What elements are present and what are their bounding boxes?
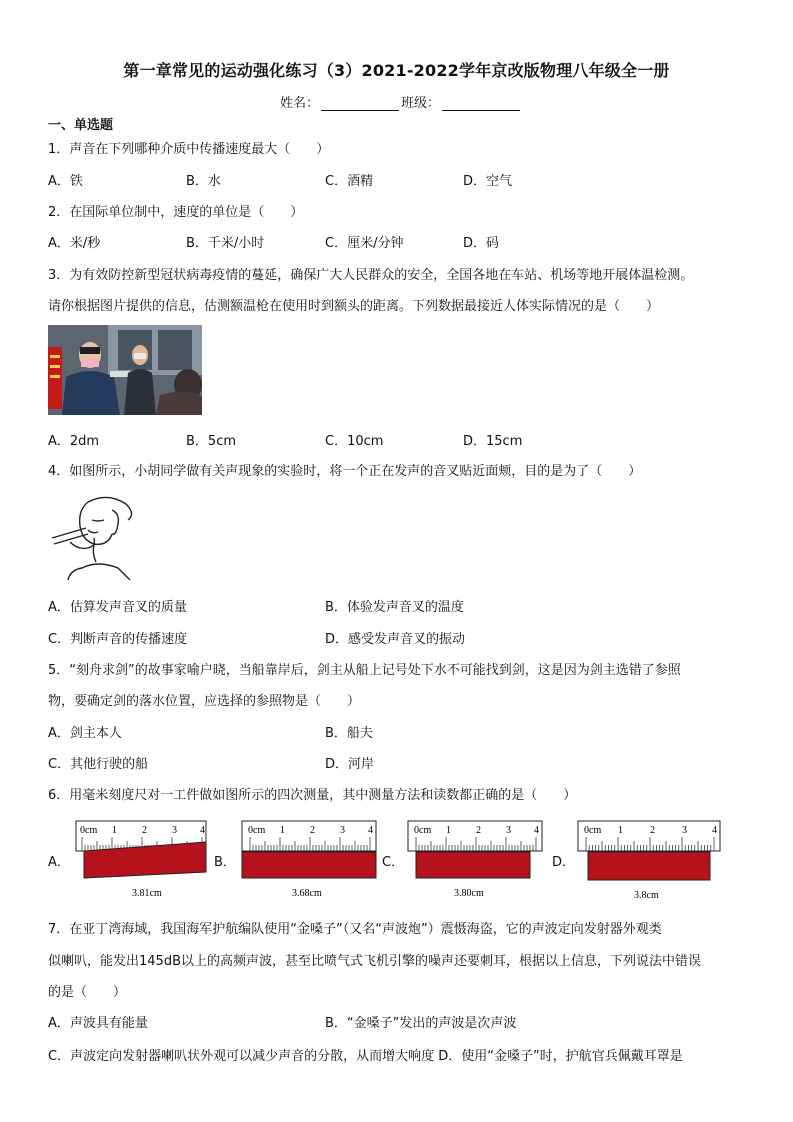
q5-option-a[interactable]: A．剑主本人 — [48, 726, 122, 741]
ruler-d-tick-0: 0cm — [584, 825, 602, 836]
q4-option-b[interactable]: B．体验发声音叉的温度 — [325, 600, 464, 615]
q6-option-b-label[interactable]: B． — [214, 855, 236, 870]
ruler-c-tick-0: 0cm — [414, 825, 432, 836]
q6-option-c-label[interactable]: C． — [382, 855, 405, 870]
q1-option-c[interactable]: C．酒精 — [325, 174, 374, 189]
ruler-b-tick-2: 2 — [310, 825, 315, 836]
q2-option-b[interactable]: B．千米/小时 — [186, 236, 265, 251]
q2-option-d[interactable]: D．码 — [463, 236, 500, 251]
tuning-fork-figure — [48, 490, 138, 580]
ruler-d-reading: 3.8cm — [634, 890, 659, 901]
q4-option-a[interactable]: A．估算发声音叉的质量 — [48, 600, 187, 615]
ruler-b-work-piece — [242, 852, 376, 878]
ruler-d-work-piece — [588, 852, 710, 880]
section-heading: 一、单选题 — [48, 118, 114, 133]
ruler-c-work-piece — [416, 852, 530, 878]
q3-stem-line2: 请你根据图片提供的信息，估测额温枪在使用时到额头的距离。下列数据最接近人体实际情况的是（ ） — [48, 299, 660, 314]
q6-ruler-d — [568, 818, 728, 902]
ruler-d-tick-4: 4 — [712, 825, 717, 836]
q7-stem-line3: 的是（ ） — [48, 985, 127, 1000]
q5-option-c[interactable]: C．其他行驶的船 — [48, 757, 149, 772]
ruler-b-tick-0: 0cm — [248, 825, 266, 836]
q6-ruler-c — [398, 818, 558, 902]
ruler-c-reading: 3.80cm — [454, 888, 484, 899]
ruler-c-tick-3: 3 — [506, 825, 511, 836]
ruler-c-tick-4: 4 — [534, 825, 539, 836]
q3-option-d[interactable]: D．15cm — [463, 434, 523, 449]
q6-option-a-label[interactable]: A． — [48, 855, 70, 870]
q4-option-d[interactable]: D．感受发声音叉的振动 — [325, 632, 466, 647]
ruler-a-tick-4: 4 — [200, 825, 205, 836]
page-title: 第一章常见的运动强化练习（3）2021-2022学年京改版物理八年级全一册 — [123, 61, 670, 80]
q3-option-b[interactable]: B．5cm — [186, 434, 237, 449]
q3-option-a[interactable]: A．2dm — [48, 434, 100, 449]
ruler-a-tick-3: 3 — [172, 825, 177, 836]
ruler-d-tick-3: 3 — [682, 825, 687, 836]
q5-option-d[interactable]: D．河岸 — [325, 757, 375, 772]
class-label: 班级： — [401, 96, 441, 111]
ruler-d-tick-1: 1 — [618, 825, 623, 836]
ruler-b-tick-4: 4 — [368, 825, 373, 836]
q2-option-a[interactable]: A．米/秒 — [48, 236, 101, 251]
q3-option-c[interactable]: C．10cm — [325, 434, 384, 449]
q5-option-b[interactable]: B．船夫 — [325, 726, 373, 741]
name-blank[interactable] — [321, 96, 399, 111]
ruler-c-tick-2: 2 — [476, 825, 481, 836]
q7-option-b[interactable]: B．“金嗓子”发出的声波是次声波 — [325, 1016, 517, 1031]
ruler-a-tick-0: 0cm — [80, 825, 98, 836]
q1-option-a[interactable]: A．铁 — [48, 174, 83, 189]
q5-stem-line2: 物，要确定剑的落水位置，应选择的参照物是（ ） — [48, 694, 361, 709]
q6-stem: 6．用毫米刻度尺对一工件做如图所示的四次测量，其中测量方法和读数都正确的是（ ） — [48, 788, 577, 803]
name-label: 姓名： — [280, 96, 320, 111]
q4-option-c[interactable]: C．判断声音的传播速度 — [48, 632, 188, 647]
ruler-a-tick-2: 2 — [142, 825, 147, 836]
q1-option-b[interactable]: B．水 — [186, 174, 221, 189]
q2-stem: 2．在国际单位制中，速度的单位是（ ） — [48, 205, 304, 220]
class-blank[interactable] — [442, 96, 520, 111]
q6-ruler-b — [230, 818, 390, 902]
q6-option-d-label[interactable]: D． — [552, 855, 576, 870]
q2-option-c[interactable]: C．厘米/分钟 — [325, 236, 404, 251]
q6-ruler-a — [64, 818, 214, 902]
q1-stem: 1．声音在下列哪种介质中传播速度最大（ ） — [48, 142, 330, 157]
q7-stem-line1: 7．在亚丁湾海域，我国海军护航编队使用“金嗓子”（又名“声波炮”）震慑海盗，它的声波定向发射器外观类 — [48, 922, 662, 937]
ruler-a-reading: 3.81cm — [132, 888, 162, 899]
temperature-check-photo — [48, 325, 202, 415]
q7-stem-line2: 似喇叭，能发出145dB以上的高频声波，甚至比喷气式飞机引擎的噪声还要刺耳，根据以上信息，下列说法中错误 — [48, 954, 701, 969]
q7-option-cd[interactable]: C．声波定向发射器喇叭状外观可以减少声音的分散，从而增大响度 D．使用“金嗓子”时，护航官兵佩戴耳罩是 — [48, 1049, 683, 1064]
q7-option-a[interactable]: A．声波具有能量 — [48, 1016, 148, 1031]
student-info — [280, 92, 522, 111]
ruler-b-tick-1: 1 — [280, 825, 285, 836]
q4-stem: 4．如图所示，小胡同学做有关声现象的实验时，将一个正在发声的音叉贴近面颊，目的是为了（ ） — [48, 464, 642, 479]
q3-stem-line1: 3．为有效防控新型冠状病毒疫情的蔓延，确保广大人民群众的安全，全国各地在车站、机场等地开展体温检测。 — [48, 268, 694, 283]
ruler-b-tick-3: 3 — [340, 825, 345, 836]
q1-option-d[interactable]: D．空气 — [463, 174, 513, 189]
ruler-a-tick-1: 1 — [112, 825, 117, 836]
q5-stem-line1: 5．“刻舟求剑”的故事家喻户晓，当船靠岸后，剑主从船上记号处下水不可能找到剑，这是因为剑主选错了参照 — [48, 663, 681, 678]
ruler-c-tick-1: 1 — [446, 825, 451, 836]
ruler-b-reading: 3.68cm — [292, 888, 322, 899]
ruler-d-tick-2: 2 — [650, 825, 655, 836]
